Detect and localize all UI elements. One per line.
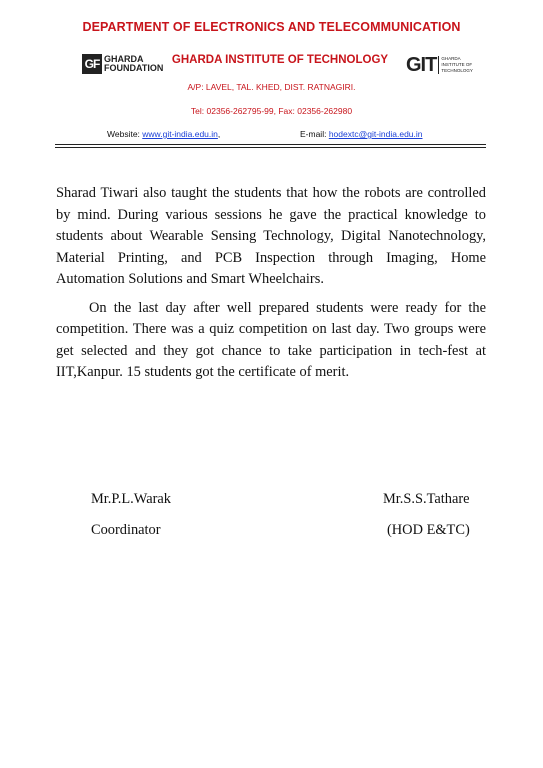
website-suffix: , bbox=[217, 129, 221, 139]
email-line bbox=[300, 129, 423, 139]
gf-logo-line1: GHARDA bbox=[104, 54, 144, 64]
header-divider-thin bbox=[55, 147, 486, 148]
header-divider-thick bbox=[55, 144, 486, 145]
body-paragraph-1: Sharad Tiwari also taught the students that how the robots are controlled by mind. During various sessions he gave the practical knowledge to students about Wearable Sensing Technology, Digital Nanotechnology, Material Printing, and PCB Inspection through Imaging, Home Automation Solutions and Smart Wheelchairs. bbox=[56, 185, 486, 287]
hod-role: (HOD E&TC) bbox=[387, 522, 470, 538]
department-heading: DEPARTMENT OF ELECTRONICS AND TELECOMMUNICATION bbox=[82, 20, 461, 34]
coordinator-name: Mr.P.L.Warak bbox=[91, 491, 171, 507]
email-link[interactable]: hodextc@git-india.edu.in bbox=[328, 129, 423, 139]
website-label: Website: bbox=[107, 129, 143, 139]
email-label: E-mail: bbox=[300, 129, 329, 139]
hod-name: Mr.S.S.Tathare bbox=[383, 491, 470, 507]
telephone-line: Tel: 02356-262795-99, Fax: 02356-262980 bbox=[190, 106, 353, 116]
coordinator-role: Coordinator bbox=[91, 522, 161, 538]
gf-logo-mark: GF bbox=[82, 54, 102, 74]
git-logo-text bbox=[438, 56, 473, 74]
git-logo bbox=[406, 52, 473, 78]
document-body bbox=[56, 183, 486, 391]
address-line: A/P: LAVEL, TAL. KHED, DIST. RATNAGIRI. bbox=[187, 82, 356, 92]
git-logo-line2: INSTITUTE OF bbox=[441, 62, 473, 67]
git-logo-line3: TECHNOLOGY bbox=[441, 68, 473, 73]
git-logo-mark: GIT bbox=[406, 53, 437, 76]
website-link[interactable]: www.git-india.edu.in bbox=[142, 129, 218, 139]
body-paragraph-2: On the last day after well prepared students were ready for the competition. There was a quiz competition on last day. Two groups were get selected and they got chance to take participation in tech-fest at IIT,Kanpur. 15 students got the certificate of merit. bbox=[56, 299, 486, 380]
website-line bbox=[107, 129, 220, 139]
gf-logo-line2: FOUNDATION bbox=[104, 63, 164, 73]
git-logo-line1: GHARDA bbox=[441, 56, 461, 61]
institute-name: GHARDA INSTITUTE OF TECHNOLOGY bbox=[171, 54, 389, 66]
